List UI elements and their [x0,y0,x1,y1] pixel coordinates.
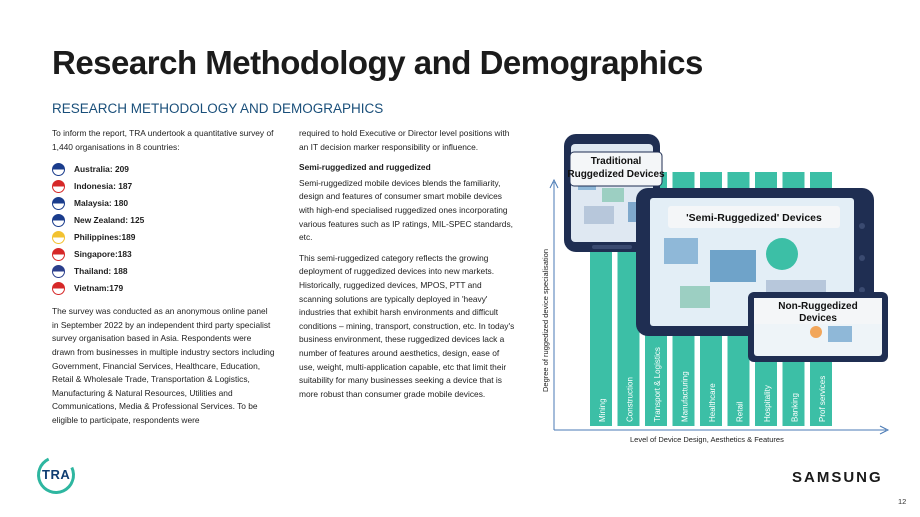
page-number: 12 [898,497,907,506]
tra-logo-text: TRA [42,467,71,482]
flag-icon [52,282,65,295]
right-column [299,127,515,408]
country-label: Australia: 209 [74,163,129,174]
survey-text: The survey was conducted as an anonymous online panel in September 2022 by an independent third party specialist survey organisation based in Asia. Respondents were drawn from businesses in multiple industry sectors including Government, Financial Services, Healthcare, Education, Retail & Wholesale Trade, Transportation & Logistics, Manufacturing & Natural Resources, Utilities and Communications, Media & Professional Services. To be eligible to participate, respondents were [52,306,275,425]
flag-icon [52,248,65,261]
country-item [52,178,276,195]
non-label-line1: Non-Ruggedized [778,301,858,312]
flag-icon [52,231,65,244]
country-item [52,246,276,263]
non-ruggedized-tablet [748,292,888,362]
country-item [52,229,276,246]
country-label: Philippines:189 [74,231,136,242]
page-title: Research Methodology and Demographics [52,44,703,81]
country-label: Vietnam:179 [74,282,124,293]
traditional-label-line1: Traditional [590,156,642,167]
country-item [52,195,276,212]
eligibility-text: required to hold Executive or Director level positions with an IT decision marker responsibility or influence. [299,128,510,152]
industry-label: Healthcare [708,383,717,422]
flag-icon [52,180,65,193]
non-label-line2: Devices [799,313,837,324]
country-item [52,263,276,280]
country-item [52,280,276,297]
country-label: Indonesia: 187 [74,180,133,191]
x-axis-label: Level of Device Design, Aesthetics & Features [630,435,784,444]
flag-icon [52,163,65,176]
flag-icon [52,197,65,210]
tra-logo [37,456,77,494]
country-item [52,161,276,178]
traditional-label-line2: Ruggedized Devices [567,169,665,180]
section-subtitle: RESEARCH METHODOLOGY AND DEMOGRAPHICS [52,101,384,116]
samsung-logo: SAMSUNG [792,469,883,486]
country-list [52,161,276,297]
industry-label: Construction [625,377,635,422]
country-label: Malaysia: 180 [74,197,129,208]
industry-label: Retail [735,401,745,422]
semi-label: 'Semi-Ruggedized' Devices [686,212,822,224]
industry-label: Mining [598,398,607,422]
industry-label: Hospitality [763,385,772,422]
semi-ruggedized-definition: Semi-ruggedized mobile devices blends the familiarity, design and features of consumer smart mobile devices with high-end specialised ruggedized ones incorporating various features such as IP ratings, MIL-SPEC standards, etc. [299,177,513,243]
country-item [52,212,276,229]
flag-icon [52,214,65,227]
device-specialisation-figure [540,130,900,450]
country-label: New Zealand: 125 [74,214,145,225]
country-label: Singapore:183 [74,248,132,259]
intro-text: To inform the report, TRA undertook a quantitative survey of 1,440 organisations in 8 countries: [52,128,274,152]
y-axis-label: Degree of ruggedized device specialisation [541,248,550,392]
industry-label: Transport & Logistics [653,347,662,422]
industry-label: Banking [790,393,800,422]
flag-icon [52,265,65,278]
semi-ruggedized-context: This semi-ruggedized category reflects the growing deployment of ruggedized devices into new markets. Historically, ruggedized devices, MPOS, PTT and scanning solutions are typically deployed in 'heavy' industries that exhibit harsh environments and difficult conditions – mining, transport, construction, etc. In today's business environment, these ruggedized devices lack a number of features around aesthetics, design, ease of use, weight, multi-application capable, etc that limit their suitability for many businesses seeking a device that is more robust than consumer grade mobile devices. [299,252,515,399]
section-heading: Semi-ruggedized and ruggedized [299,162,431,173]
country-label: Thailand: 188 [74,265,128,276]
industry-label: Prof services [818,375,827,422]
industry-label: Manufacturing [680,371,690,422]
left-column [52,127,276,435]
